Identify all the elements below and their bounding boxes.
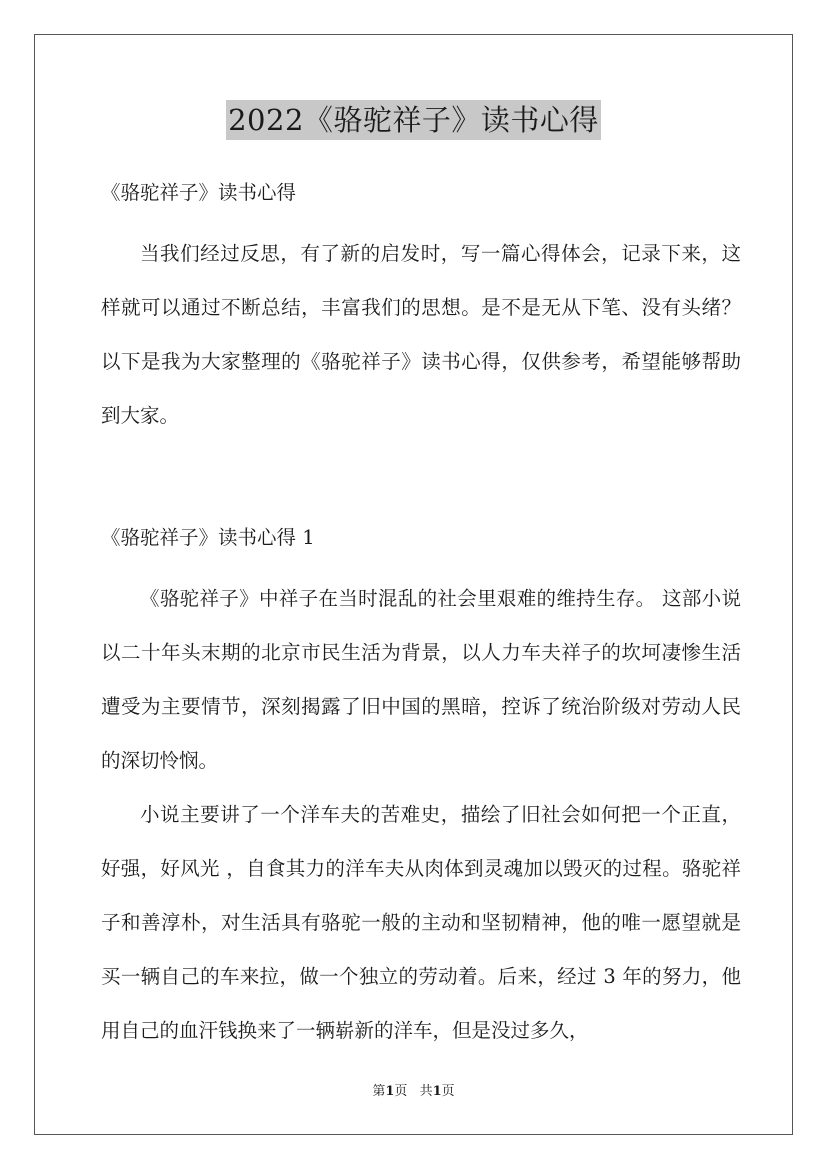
section-heading: 《骆驼祥子》读书心得 1 bbox=[101, 526, 315, 549]
title-container bbox=[0, 100, 827, 140]
section-paragraph-1: 《骆驼祥子》中祥子在当时混乱的社会里艰难的维持生存。 这部小说以二十年头末期的北京市民生活为背景，以人力车夫祥子的坎坷凄惨生活遭受为主要情节，深刻揭露了旧中国的黑暗，控诉了统治阶级对劳动人民的深切怜悯。 bbox=[101, 587, 741, 772]
spacer bbox=[101, 553, 741, 572]
page-footer bbox=[0, 1083, 827, 1101]
intro-paragraph: 当我们经过反思，有了新的启发时，写一篇心得体会，记录下来，这样就可以通过不断总结，丰富我们的思想。是不是无从下笔、没有头绪？以下是我为大家整理的《骆驼祥子》读书心得，仅供参考，希望能够帮助到大家。 bbox=[101, 242, 741, 427]
document-subtitle: 《骆驼祥子》读书心得 bbox=[101, 181, 297, 204]
section-paragraph-2: 小说主要讲了一个洋车夫的苦难史，描绘了旧社会如何把一个正直，好强，好风光 ，自食其力的洋车夫从肉体到灵魂加以毁灭的过程。骆驼祥子和善淳朴，对生活具有骆驼一般的主动和坚韧精神，他的唯一愿望就是买一辆自己的车来拉，做一个独立的劳动着。后来，经过 3 年的努力，他用自己的血汗钱换来了一辆崭新的洋车，但是没过多久， bbox=[101, 803, 741, 1042]
document-body bbox=[101, 178, 741, 1058]
page-total: 共1页 bbox=[419, 1084, 455, 1099]
document-title: 2022《骆驼祥子》读书心得 bbox=[226, 100, 601, 140]
spacer bbox=[101, 208, 741, 227]
section-spacer bbox=[101, 443, 741, 523]
page-number: 第1页 bbox=[372, 1084, 408, 1099]
